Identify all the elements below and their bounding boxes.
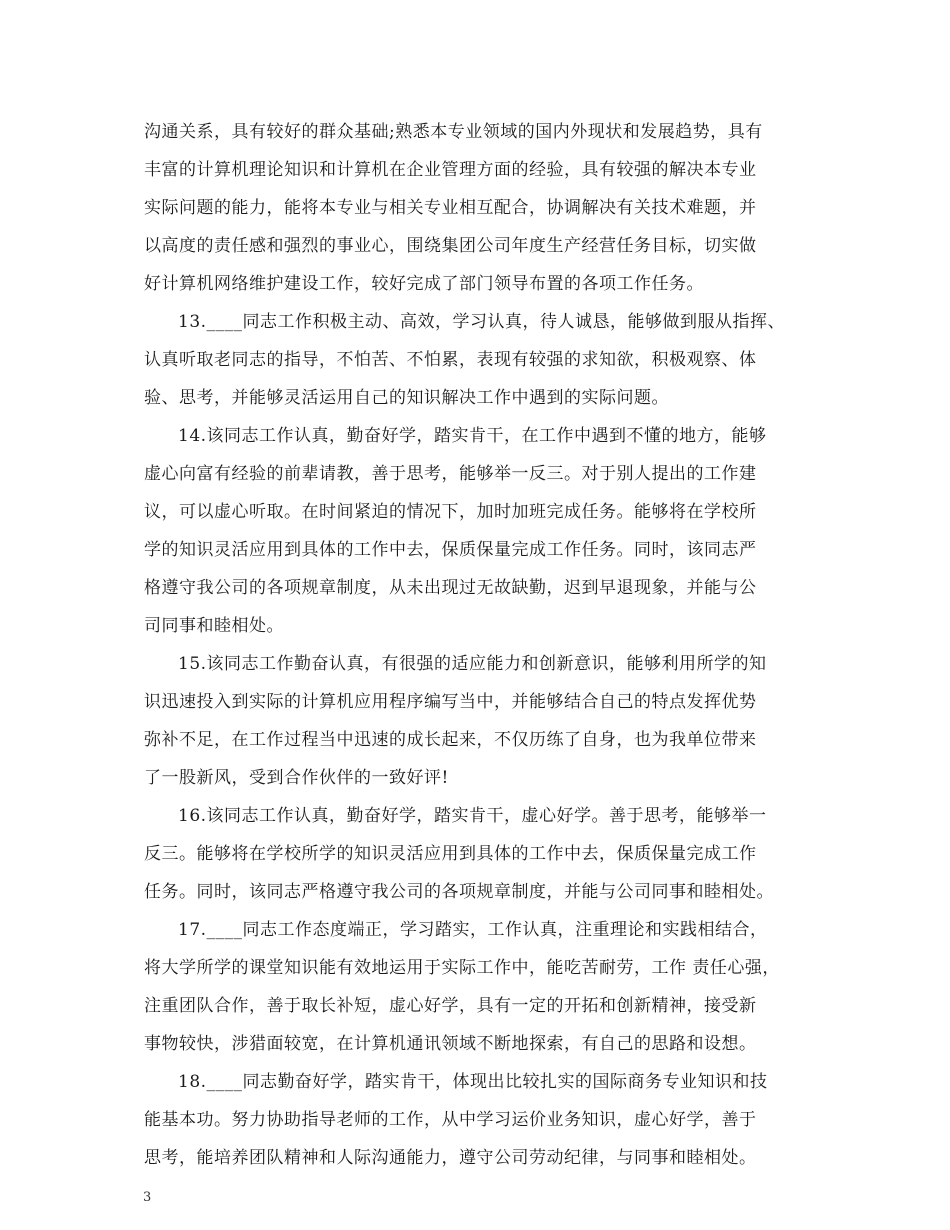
paragraph-17-start: 17.____同志工作态度端正，学习踏实，工作认真，注重理论和实践相结合， <box>178 920 768 940</box>
paragraph-13-start: 13.____同志工作积极主动、高效，学习认真，待人诚恳，能够做到服从指挥、 <box>178 312 786 332</box>
text-line: 思考，能培养团队精神和人际沟通能力，遵守公司劳动纪律，与同事和睦相处。 <box>144 1148 757 1168</box>
text-line: 注重团队合作，善于取长补短，虚心好学，具有一定的开拓和创新精神，接受新 <box>144 996 757 1016</box>
text-line: 好计算机网络维护建设工作，较好完成了部门领导布置的各项工作任务。 <box>144 274 704 294</box>
text-line: 识迅速投入到实际的计算机应用程序编写当中，并能够结合自己的特点发挥优势 <box>144 692 757 712</box>
text-line: 认真听取老同志的指导，不怕苦、不怕累，表现有较强的求知欲，积极观察、体 <box>144 350 757 370</box>
text-line: 将大学所学的课堂知识能有效地运用于实际工作中，能吃苦耐劳，工作 责任心强， <box>144 958 780 978</box>
text-line: 实际问题的能力，能将本专业与相关专业相互配合，协调解决有关技术难题，并 <box>144 198 757 218</box>
text-line: 事物较快，涉猎面较宽，在计算机通讯领域不断地探索，有自己的思路和设想。 <box>144 1034 757 1054</box>
text-line: 司同事和睦相处。 <box>144 616 284 636</box>
text-line: 了一股新风，受到合作伙伴的一致好评! <box>144 768 449 788</box>
page-number: 3 <box>143 1190 152 1205</box>
text-line: 能基本功。努力协助指导老师的工作，从中学习运价业务知识，虚心好学，善于 <box>144 1110 757 1130</box>
text-line: 沟通关系，具有较好的群众基础;熟悉本专业领域的国内外现状和发展趋势，具有 <box>144 122 763 142</box>
text-line: 学的知识灵活应用到具体的工作中去，保质保量完成工作任务。同时，该同志严 <box>144 540 757 560</box>
text-line: 虚心向富有经验的前辈请教，善于思考，能够举一反三。对于别人提出的工作建 <box>144 464 757 484</box>
text-line: 以高度的责任感和强烈的事业心，围绕集团公司年度生产经营任务目标，切实做 <box>144 236 757 256</box>
paragraph-16-start: 16.该同志工作认真，勤奋好学，踏实肯干，虚心好学。善于思考，能够举一 <box>178 806 767 826</box>
text-line: 任务。同时，该同志严格遵守我公司的各项规章制度，并能与公司同事和睦相处。 <box>144 882 774 902</box>
paragraph-14-start: 14.该同志工作认真，勤奋好学，踏实肯干，在工作中遇到不懂的地方，能够 <box>178 426 767 446</box>
text-line: 反三。能够将在学校所学的知识灵活应用到具体的工作中去，保质保量完成工作 <box>144 844 757 864</box>
text-line: 弥补不足，在工作过程当中迅速的成长起来，不仅历练了自身，也为我单位带来 <box>144 730 757 750</box>
text-line: 格遵守我公司的各项规章制度，从未出现过无故缺勤，迟到早退现象，并能与公 <box>144 578 757 598</box>
paragraph-18-start: 18.____同志勤奋好学，踏实肯干，体现出比较扎实的国际商务专业知识和技 <box>178 1072 768 1092</box>
paragraph-15-start: 15.该同志工作勤奋认真，有很强的适应能力和创新意识，能够利用所学的知 <box>178 654 767 674</box>
text-line: 丰富的计算机理论知识和计算机在企业管理方面的经验，具有较强的解决本专业 <box>144 160 757 180</box>
text-line: 议，可以虚心听取。在时间紧迫的情况下，加时加班完成任务。能够将在学校所 <box>144 502 757 522</box>
text-line: 验、思考，并能够灵活运用自己的知识解决工作中遇到的实际问题。 <box>144 388 669 408</box>
